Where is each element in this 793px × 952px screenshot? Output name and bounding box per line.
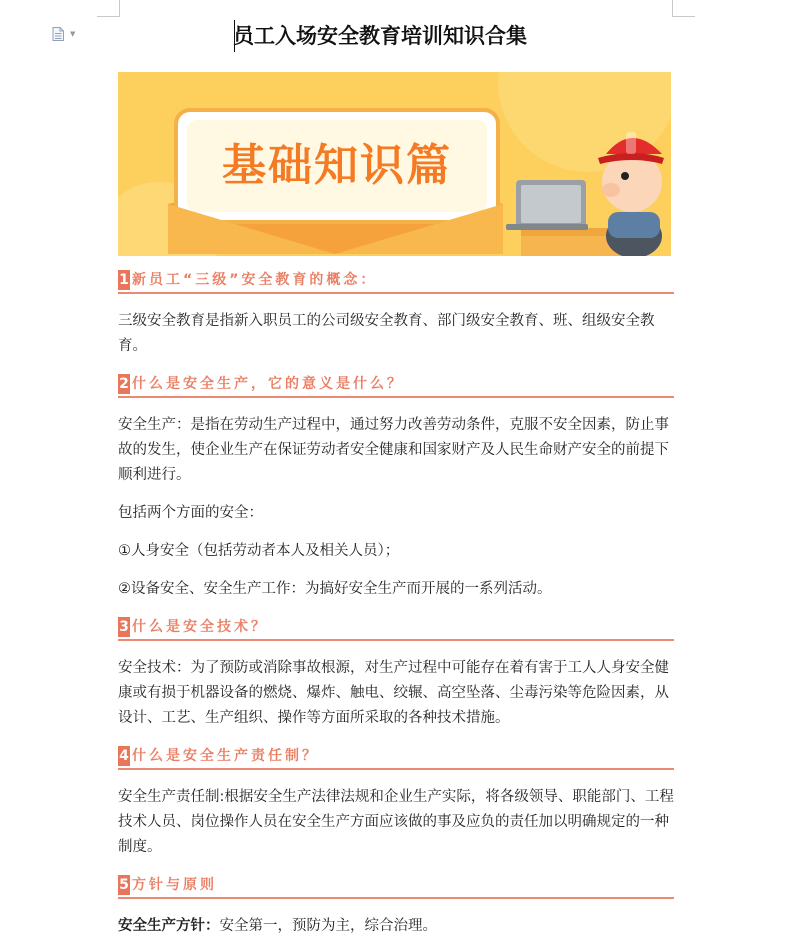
section-title: 什么是安全技术？ xyxy=(132,619,268,635)
paragraph[interactable]: 三级安全教育是指新入职员工的公司级安全教育、部门级安全教育、班、组级安全教育。 xyxy=(118,313,655,354)
paragraph[interactable]: 安全生产责任制:根据安全生产法律法规和企业生产实际，将各级领导、职能部门、工程技术人员、岗位操作人员在安全生产方面应该做的事及应负的责任加以明确规定的一种制度。 xyxy=(118,789,674,855)
policy-paragraph[interactable] xyxy=(118,914,674,939)
page-corner-mark xyxy=(672,0,695,17)
section-number: 2 xyxy=(119,376,129,392)
paragraph[interactable]: 安全生产：是指在劳动生产过程中，通过努力改善劳动条件，克服不安全因素，防止事故的发生，使企业生产在保证劳动者安全健康和国家财产及人民生命财产安全的前提下顺利进行。 xyxy=(118,417,669,483)
section-heading xyxy=(118,744,674,770)
section-number: 1 xyxy=(119,272,129,288)
document-body xyxy=(118,268,674,952)
section-title: 什么是安全生产责任制？ xyxy=(132,748,319,764)
policy-text: 安全第一，预防为主，综合治理。 xyxy=(219,918,437,934)
section-heading xyxy=(118,372,674,398)
chevron-down-icon[interactable]: ▼ xyxy=(70,30,76,38)
page-corner-mark xyxy=(97,0,120,17)
document-title[interactable]: 员工入场安全教育培训知识合集 xyxy=(233,24,527,48)
section-heading xyxy=(118,615,674,641)
paragraph[interactable]: 安全技术：为了预防或消除事故根源，对生产过程中可能存在着有害于工人人身安全健康或有损于机器设备的燃烧、爆炸、触电、绞辗、高空坠落、尘毒污染等危险因素，从设计、工艺、生产组织、操作等方面所采取的各种技术措施。 xyxy=(118,660,669,726)
paragraph[interactable]: 包括两个方面的安全： xyxy=(118,505,263,521)
section-title: 新员工“三级”安全教育的概念： xyxy=(132,272,378,288)
section-number: 3 xyxy=(119,619,129,635)
policy-label: 安全生产方针： xyxy=(118,918,220,934)
paragraph[interactable]: ②设备安全、安全生产工作：为搞好安全生产而开展的一系列活动。 xyxy=(118,581,552,597)
section-title: 什么是安全生产，它的意义是什么？ xyxy=(132,376,404,392)
banner-image xyxy=(118,72,671,256)
banner-heading: 基础知识篇 xyxy=(222,140,452,191)
section-heading xyxy=(118,873,674,899)
section-number: 4 xyxy=(119,748,129,764)
section-number: 5 xyxy=(119,877,129,893)
section-title: 方针与原则 xyxy=(132,877,217,893)
document-icon[interactable] xyxy=(52,27,64,41)
section-heading xyxy=(118,268,674,294)
paragraph[interactable]: ①人身安全（包括劳动者本人及相关人员）； xyxy=(118,543,400,559)
